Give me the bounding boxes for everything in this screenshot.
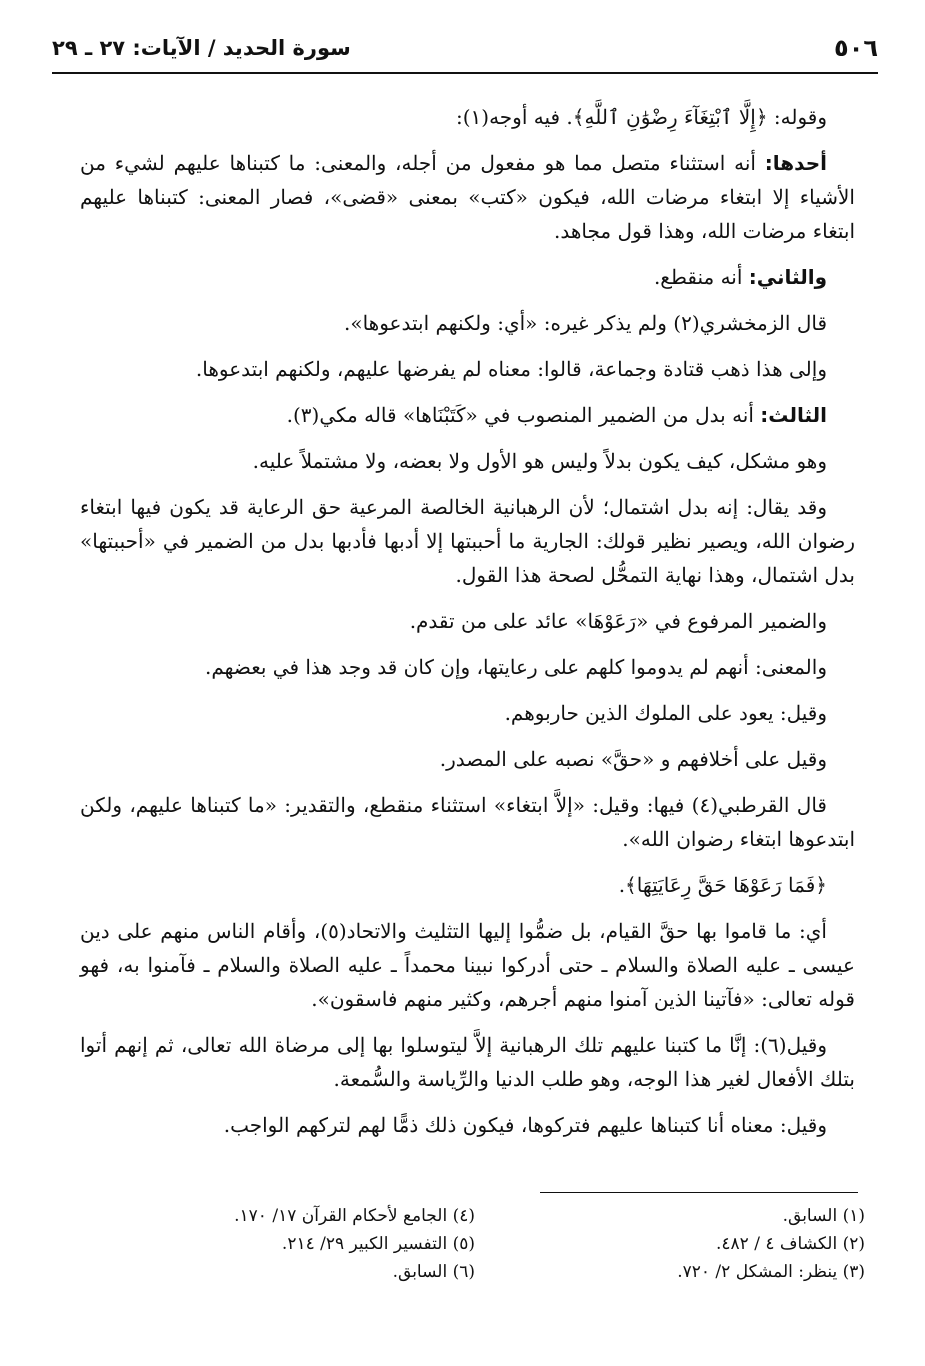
- quranic-verse: [80, 868, 855, 902]
- running-title: سورة الحديد / الآيات: ٢٧ ـ ٢٩: [52, 36, 351, 60]
- paragraph: [80, 1108, 855, 1142]
- paragraph-text: وقوله: ﴿إِلَّا ٱبْتِغَآءَ رِضْوَٰنِ ٱللَّهِ﴾. فيه أوجه(١):: [455, 105, 827, 129]
- paragraph: [80, 914, 855, 1016]
- paragraph: [80, 604, 855, 638]
- paragraph-lead: الثالث:: [760, 403, 827, 427]
- paragraph-text: أنه منقطع.: [653, 265, 749, 289]
- paragraph-text: والمعنى: أنهم لم يدوموا كلهم على رعايتها، وإن كان قد وجد هذا في بعضهم.: [204, 655, 827, 679]
- paragraph-text: وقيل(٦): إنَّا ما كتبنا عليهم تلك الرهبانية إلاَّ ليتوسلوا بها إلى مرضاة الله تعالى، ثم إنهم أتوا بتلك الأفعال لغير هذا الوجه، وهو طلب الدنيا والرِّياسة والسُّمعة.: [80, 1033, 855, 1091]
- footnote-1: (١) السابق.: [782, 1206, 865, 1226]
- paragraph-text: وقيل: يعود على الملوك الذين حاربوهم.: [504, 701, 827, 725]
- paragraph-text: وإلى هذا ذهب قتادة وجماعة، قالوا: معناه لم يفرضها عليهم، ولكنهم ابتدعوها.: [195, 357, 827, 381]
- footnotes-column-left: [90, 1202, 475, 1286]
- paragraph: [80, 490, 855, 592]
- main-text: [80, 100, 855, 1154]
- footnote-5: (٥) التفسير الكبير ٢٩/ ٢١٤.: [281, 1234, 475, 1254]
- footnotes-column-right: [480, 1202, 865, 1286]
- paragraph-text: قال الزمخشري(٢) ولم يذكر غيره: «أي: ولكنهم ابتدعوها».: [343, 311, 827, 335]
- paragraph-text: والضمير المرفوع في «رَعَوْهَا» عائد على من تقدم.: [409, 609, 827, 633]
- paragraph: [80, 788, 855, 856]
- footnote-divider: [540, 1192, 858, 1193]
- paragraph-text: أي: ما قاموا بها حقَّ القيام، بل ضمُّوا إليها التثليث والاتحاد(٥)، وأقام الناس منهم على دين عيسى ـ عليه الصلاة والسلام ـ حتى أدركوا نبينا محمداً ـ عليه الصلاة والسلام ـ فآمنوا به، فهو قوله تعالى: «فآتينا الذين آمنوا منهم أجرهم، وكثير منهم فاسقون».: [80, 919, 855, 1011]
- paragraph: [80, 742, 855, 776]
- footnote-4: (٤) الجامع لأحكام القرآن ١٧/ ١٧٠.: [234, 1206, 475, 1226]
- page-header: [52, 28, 878, 74]
- footnote-2: (٢) الكشاف ٤ / ٤٨٢.: [716, 1234, 865, 1254]
- paragraph-second-view: [80, 260, 855, 294]
- paragraph-third-view: [80, 398, 855, 432]
- paragraph-text: وقيل: معناه أنا كتبناها عليهم فتركوها، فيكون ذلك ذمًّا لهم لتركهم الواجب.: [223, 1113, 827, 1137]
- verse-text: ﴿فَمَا رَعَوْهَا حَقَّ رِعَايَتِهَا﴾.: [618, 873, 827, 897]
- paragraph: [80, 1028, 855, 1096]
- paragraph-text: أنه بدل من الضمير المنصوب في «كَتَبْنَاها» قاله مكي(٣).: [286, 403, 761, 427]
- paragraph-lead: أحدها:: [764, 151, 827, 175]
- paragraph-lead: والثاني:: [748, 265, 827, 289]
- paragraph-text: وهو مشكل، كيف يكون بدلاً وليس هو الأول ولا بعضه، ولا مشتملاً عليه.: [252, 449, 827, 473]
- paragraph-text: وقد يقال: إنه بدل اشتمال؛ لأن الرهبانية الخالصة المرعية حق الرعاية قد يكون فيها ابتغاء رضوان الله، ويصير نظير قولك: الجارية ما أحببتها إلا أدبها فأدبها بدل من الضمير في «أحببتها» بدل اشتمال، وهذا نهاية التمحُّل لصحة هذا القول.: [80, 495, 855, 587]
- paragraph: [80, 352, 855, 386]
- footnote-3: (٣) ينظر: المشكل ٢/ ٧٢٠.: [677, 1262, 865, 1282]
- paragraph: [80, 444, 855, 478]
- paragraph-first-view: [80, 146, 855, 248]
- page-number: ٥٠٦: [834, 34, 878, 62]
- paragraph: [80, 650, 855, 684]
- paragraph-text: قال القرطبي(٤) فيها: وقيل: «إلاَّ ابتغاء» استثناء منقطع، والتقدير: «ما كتبناها عليهم، ولكن ابتدعوها ابتغاء رضوان الله».: [80, 793, 855, 851]
- paragraph-intro: [80, 100, 855, 134]
- footnote-6: (٦) السابق.: [392, 1262, 475, 1282]
- paragraph: [80, 696, 855, 730]
- paragraph: [80, 306, 855, 340]
- paragraph-text: أنه استثناء متصل مما هو مفعول من أجله، والمعنى: ما كتبناها عليهم لشيء من الأشياء إلا ابتغاء مرضات الله، فيكون «كتب» بمعنى «قضى»، فصار المعنى: كتبناها عليهم ابتغاء مرضات الله، وهذا قول مجاهد.: [80, 151, 855, 243]
- paragraph-text: وقيل على أخلافهم و «حقَّ» نصبه على المصدر.: [439, 747, 827, 771]
